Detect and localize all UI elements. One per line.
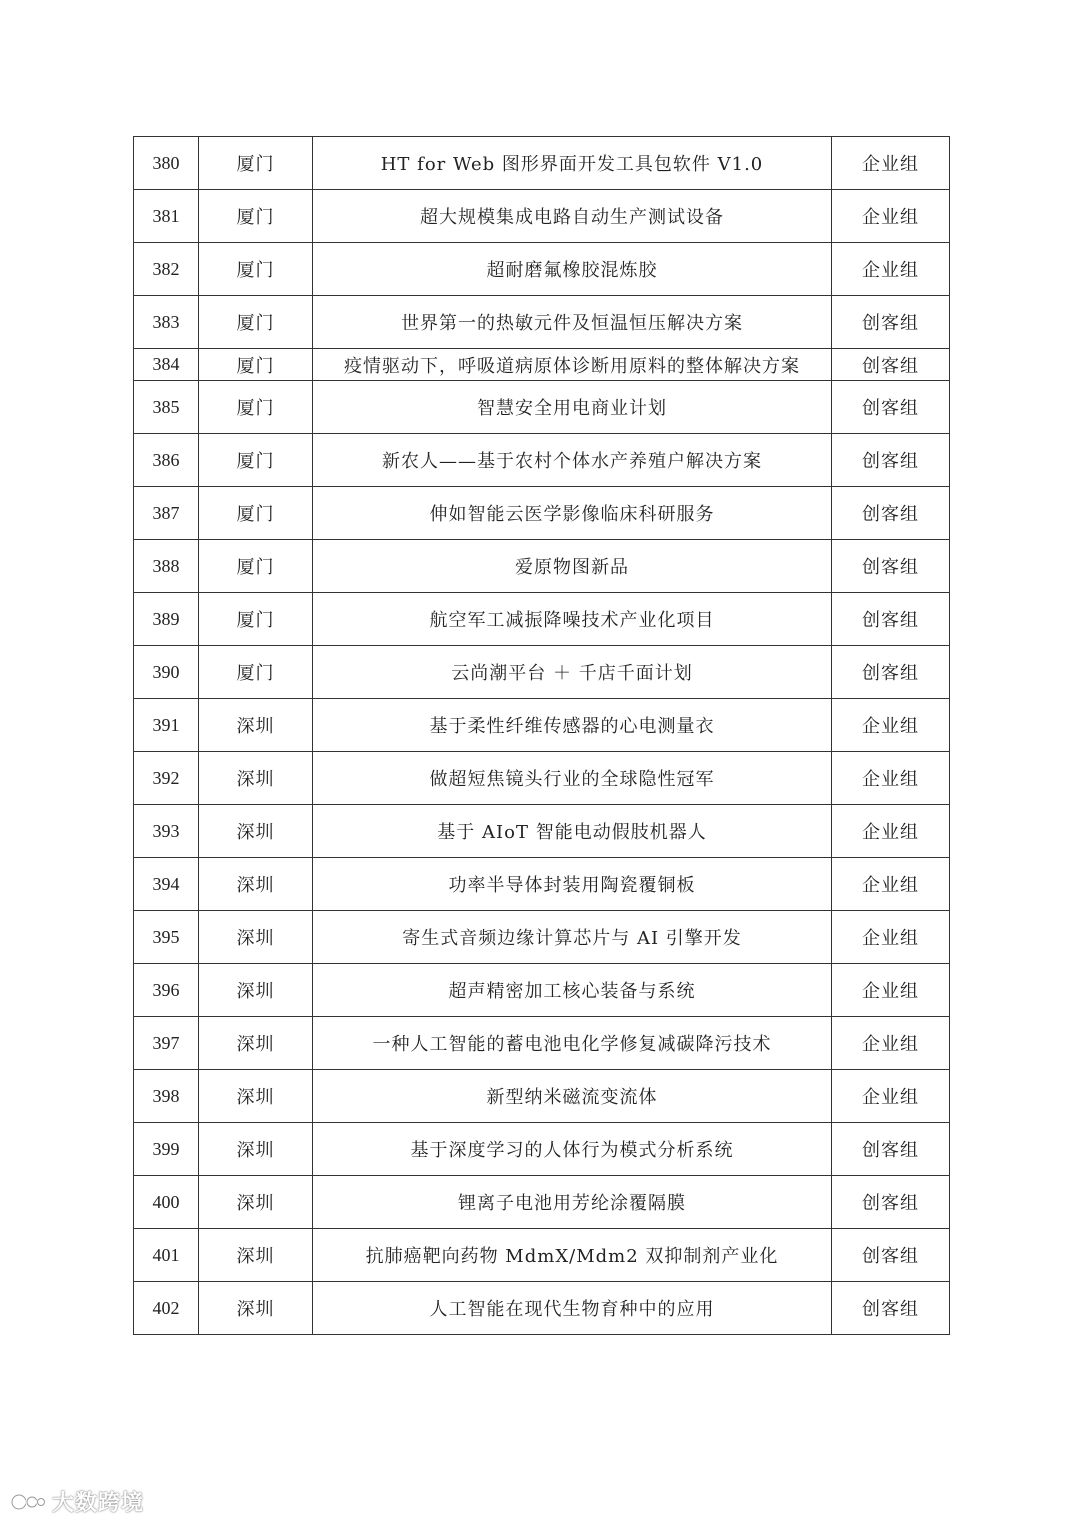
group-cell: 企业组 xyxy=(832,190,950,243)
group-cell: 企业组 xyxy=(832,964,950,1017)
city-cell: 厦门 xyxy=(199,434,313,487)
city-cell: 厦门 xyxy=(199,540,313,593)
group-cell: 企业组 xyxy=(832,911,950,964)
table-row xyxy=(134,805,950,858)
city-cell: 深圳 xyxy=(199,752,313,805)
group-cell: 企业组 xyxy=(832,137,950,190)
row-number-cell: 389 xyxy=(134,593,199,646)
project-name-cell: 基于柔性纤维传感器的心电测量衣 xyxy=(313,699,832,752)
table-row xyxy=(134,243,950,296)
group-cell: 创客组 xyxy=(832,1282,950,1335)
table-row xyxy=(134,593,950,646)
project-name-cell: 世界第一的热敏元件及恒温恒压解决方案 xyxy=(313,296,832,349)
city-cell: 深圳 xyxy=(199,1017,313,1070)
group-cell: 创客组 xyxy=(832,1176,950,1229)
table-row xyxy=(134,1070,950,1123)
city-cell: 厦门 xyxy=(199,487,313,540)
row-number-cell: 388 xyxy=(134,540,199,593)
city-cell: 厦门 xyxy=(199,137,313,190)
table-row xyxy=(134,190,950,243)
row-number-cell: 387 xyxy=(134,487,199,540)
project-name-cell: 一种人工智能的蓄电池电化学修复减碳降污技术 xyxy=(313,1017,832,1070)
row-number-cell: 396 xyxy=(134,964,199,1017)
project-name-cell: 寄生式音频边缘计算芯片与 AI 引擎开发 xyxy=(313,911,832,964)
city-cell: 厦门 xyxy=(199,243,313,296)
row-number-cell: 383 xyxy=(134,296,199,349)
project-name-cell: 伸如智能云医学影像临床科研服务 xyxy=(313,487,832,540)
table-row xyxy=(134,1282,950,1335)
table-row xyxy=(134,858,950,911)
table-row xyxy=(134,349,950,381)
brand-logo-icon xyxy=(10,1490,46,1514)
row-number-cell: 401 xyxy=(134,1229,199,1282)
row-number-cell: 386 xyxy=(134,434,199,487)
project-name-cell: 爱原物图新品 xyxy=(313,540,832,593)
table-row xyxy=(134,911,950,964)
city-cell: 厦门 xyxy=(199,593,313,646)
project-list-table xyxy=(133,136,950,1335)
group-cell: 创客组 xyxy=(832,1229,950,1282)
city-cell: 深圳 xyxy=(199,805,313,858)
row-number-cell: 390 xyxy=(134,646,199,699)
city-cell: 厦门 xyxy=(199,349,313,381)
group-cell: 创客组 xyxy=(832,646,950,699)
row-number-cell: 385 xyxy=(134,381,199,434)
row-number-cell: 399 xyxy=(134,1123,199,1176)
table-row xyxy=(134,1176,950,1229)
watermark xyxy=(10,1486,144,1517)
project-name-cell: 做超短焦镜头行业的全球隐性冠军 xyxy=(313,752,832,805)
project-name-cell: 功率半导体封装用陶瓷覆铜板 xyxy=(313,858,832,911)
city-cell: 厦门 xyxy=(199,296,313,349)
table-row xyxy=(134,752,950,805)
project-name-cell: 云尚潮平台 ＋ 千店千面计划 xyxy=(313,646,832,699)
city-cell: 深圳 xyxy=(199,1123,313,1176)
group-cell: 创客组 xyxy=(832,349,950,381)
row-number-cell: 394 xyxy=(134,858,199,911)
row-number-cell: 400 xyxy=(134,1176,199,1229)
table-row xyxy=(134,646,950,699)
row-number-cell: 397 xyxy=(134,1017,199,1070)
row-number-cell: 392 xyxy=(134,752,199,805)
project-name-cell: 锂离子电池用芳纶涂覆隔膜 xyxy=(313,1176,832,1229)
group-cell: 创客组 xyxy=(832,593,950,646)
row-number-cell: 391 xyxy=(134,699,199,752)
project-name-cell: 超大规模集成电路自动生产测试设备 xyxy=(313,190,832,243)
project-name-cell: 超耐磨氟橡胶混炼胶 xyxy=(313,243,832,296)
project-name-cell: 基于 AIoT 智能电动假肢机器人 xyxy=(313,805,832,858)
group-cell: 创客组 xyxy=(832,487,950,540)
city-cell: 深圳 xyxy=(199,1070,313,1123)
group-cell: 创客组 xyxy=(832,540,950,593)
table-row xyxy=(134,296,950,349)
project-name-cell: 基于深度学习的人体行为模式分析系统 xyxy=(313,1123,832,1176)
group-cell: 企业组 xyxy=(832,699,950,752)
row-number-cell: 384 xyxy=(134,349,199,381)
city-cell: 深圳 xyxy=(199,1229,313,1282)
table-row xyxy=(134,1017,950,1070)
group-cell: 企业组 xyxy=(832,243,950,296)
city-cell: 深圳 xyxy=(199,911,313,964)
group-cell: 创客组 xyxy=(832,1123,950,1176)
row-number-cell: 381 xyxy=(134,190,199,243)
project-name-cell: 人工智能在现代生物育种中的应用 xyxy=(313,1282,832,1335)
table-row xyxy=(134,381,950,434)
table-row xyxy=(134,540,950,593)
city-cell: 厦门 xyxy=(199,190,313,243)
table-row xyxy=(134,487,950,540)
table-row xyxy=(134,699,950,752)
project-name-cell: HT for Web 图形界面开发工具包软件 V1.0 xyxy=(313,137,832,190)
row-number-cell: 380 xyxy=(134,137,199,190)
row-number-cell: 393 xyxy=(134,805,199,858)
city-cell: 深圳 xyxy=(199,1282,313,1335)
group-cell: 创客组 xyxy=(832,434,950,487)
row-number-cell: 382 xyxy=(134,243,199,296)
group-cell: 企业组 xyxy=(832,858,950,911)
city-cell: 厦门 xyxy=(199,646,313,699)
watermark-text: 大数跨境 xyxy=(52,1491,145,1516)
city-cell: 深圳 xyxy=(199,1176,313,1229)
project-name-cell: 超声精密加工核心装备与系统 xyxy=(313,964,832,1017)
row-number-cell: 395 xyxy=(134,911,199,964)
group-cell: 企业组 xyxy=(832,805,950,858)
city-cell: 深圳 xyxy=(199,858,313,911)
table-row xyxy=(134,964,950,1017)
table-row xyxy=(134,137,950,190)
row-number-cell: 398 xyxy=(134,1070,199,1123)
table-row xyxy=(134,434,950,487)
project-name-cell: 智慧安全用电商业计划 xyxy=(313,381,832,434)
table-row xyxy=(134,1123,950,1176)
project-name-cell: 新型纳米磁流变流体 xyxy=(313,1070,832,1123)
project-name-cell: 疫情驱动下，呼吸道病原体诊断用原料的整体解决方案 xyxy=(313,349,832,381)
table-body xyxy=(134,137,950,1335)
group-cell: 企业组 xyxy=(832,752,950,805)
group-cell: 企业组 xyxy=(832,1070,950,1123)
project-name-cell: 航空军工减振降噪技术产业化项目 xyxy=(313,593,832,646)
table-row xyxy=(134,1229,950,1282)
group-cell: 企业组 xyxy=(832,1017,950,1070)
city-cell: 深圳 xyxy=(199,964,313,1017)
city-cell: 厦门 xyxy=(199,381,313,434)
city-cell: 深圳 xyxy=(199,699,313,752)
row-number-cell: 402 xyxy=(134,1282,199,1335)
project-name-cell: 新农人——基于农村个体水产养殖户解决方案 xyxy=(313,434,832,487)
group-cell: 创客组 xyxy=(832,296,950,349)
project-name-cell: 抗肺癌靶向药物 MdmX/Mdm2 双抑制剂产业化 xyxy=(313,1229,832,1282)
group-cell: 创客组 xyxy=(832,381,950,434)
